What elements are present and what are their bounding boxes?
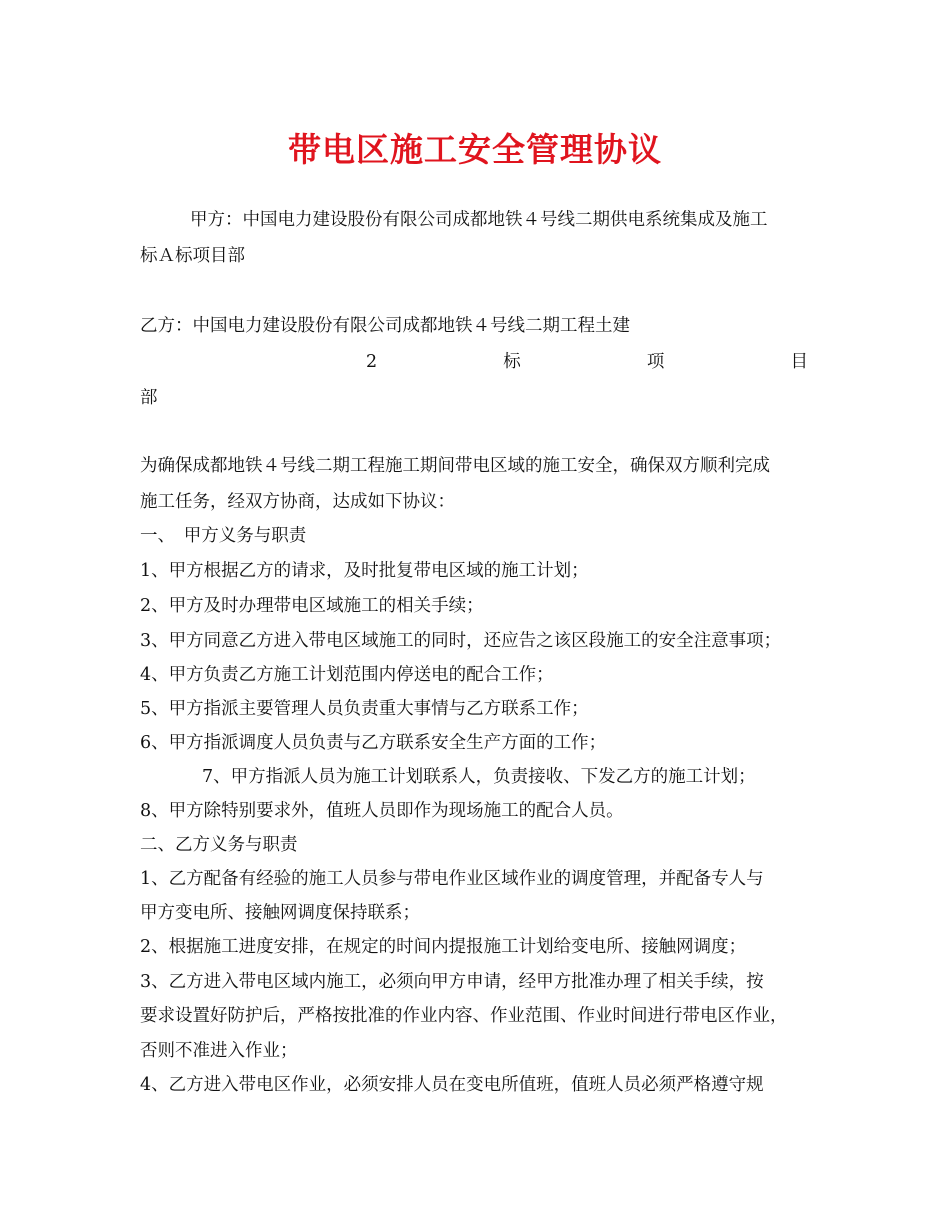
party-b-spread-char: 项 — [646, 352, 665, 372]
section-1-item: 7、甲方指派人员为施工计划联系人，负责接收、下发乙方的施工计划； — [202, 767, 756, 787]
party-b-spread-char: 标 — [503, 352, 521, 372]
section-2-item-3-line-3: 否则不准进入作业； — [140, 1041, 298, 1061]
party-b-spread-char: 2 — [366, 352, 378, 372]
party-b-spread-char: 目 — [790, 352, 808, 372]
document-title: 带电区施工安全管理协议 — [288, 130, 662, 169]
section-1-item: 8、甲方除特别要求外，值班人员即作为现场施工的配合人员。 — [140, 801, 624, 821]
section-2-item-1-line-1: 1、乙方配备有经验的施工人员参与带电作业区域作业的调度管理，并配备专人与 — [140, 869, 764, 889]
section-1-item: 2、甲方及时办理带电区域施工的相关手续； — [140, 596, 484, 616]
section-1-item: 5、甲方指派主要管理人员负责重大事情与乙方联系工作； — [140, 699, 589, 719]
section-2-item-1-line-2: 甲方变电所、接触网调度保持联系； — [140, 903, 420, 923]
section-2-item-3-line-1: 3、乙方进入带电区域内施工，必须向甲方申请，经甲方批准办理了相关手续，按 — [140, 972, 764, 992]
section-1-item: 6、甲方指派调度人员负责与乙方联系安全生产方面的工作； — [140, 733, 607, 753]
section-1-item: 3、甲方同意乙方进入带电区域施工的同时，还应告之该区段施工的安全注意事项； — [140, 631, 782, 651]
intro-line-1: 为确保成都地铁４号线二期工程施工期间带电区域的施工安全，确保双方顺利完成 — [140, 456, 770, 476]
section-2-item-4-line-1: 4、乙方进入带电区作业，必须安排人员在变电所值班，值班人员必须严格遵守规 — [140, 1075, 764, 1095]
party-b-spread-line — [366, 350, 808, 374]
party-a-line-1: 甲方：中国电力建设股份有限公司成都地铁４号线二期供电系统集成及施工 — [190, 210, 768, 230]
section-2-heading: 二、乙方义务与职责 — [140, 835, 298, 855]
party-b-line-3: 部 — [140, 388, 158, 408]
party-a-line-2: 标Ａ标项目部 — [140, 246, 245, 266]
section-2-item-3-line-2: 要求设置好防护后，严格按批准的作业内容、作业范围、作业时间进行带电区作业， — [140, 1006, 788, 1026]
section-1-item: 4、甲方负责乙方施工计划范围内停送电的配合工作； — [140, 665, 554, 685]
section-1-item: 1、甲方根据乙方的请求，及时批复带电区域的施工计划； — [140, 561, 589, 581]
party-b-line-1: 乙方：中国电力建设股份有限公司成都地铁４号线二期工程土建 — [140, 316, 630, 336]
section-1-heading: 一、 甲方义务与职责 — [140, 526, 307, 546]
intro-line-2: 施工任务，经双方协商，达成如下协议： — [140, 492, 455, 512]
section-2-item-2: 2、根据施工进度安排，在规定的时间内提报施工计划给变电所、接触网调度； — [140, 937, 747, 957]
